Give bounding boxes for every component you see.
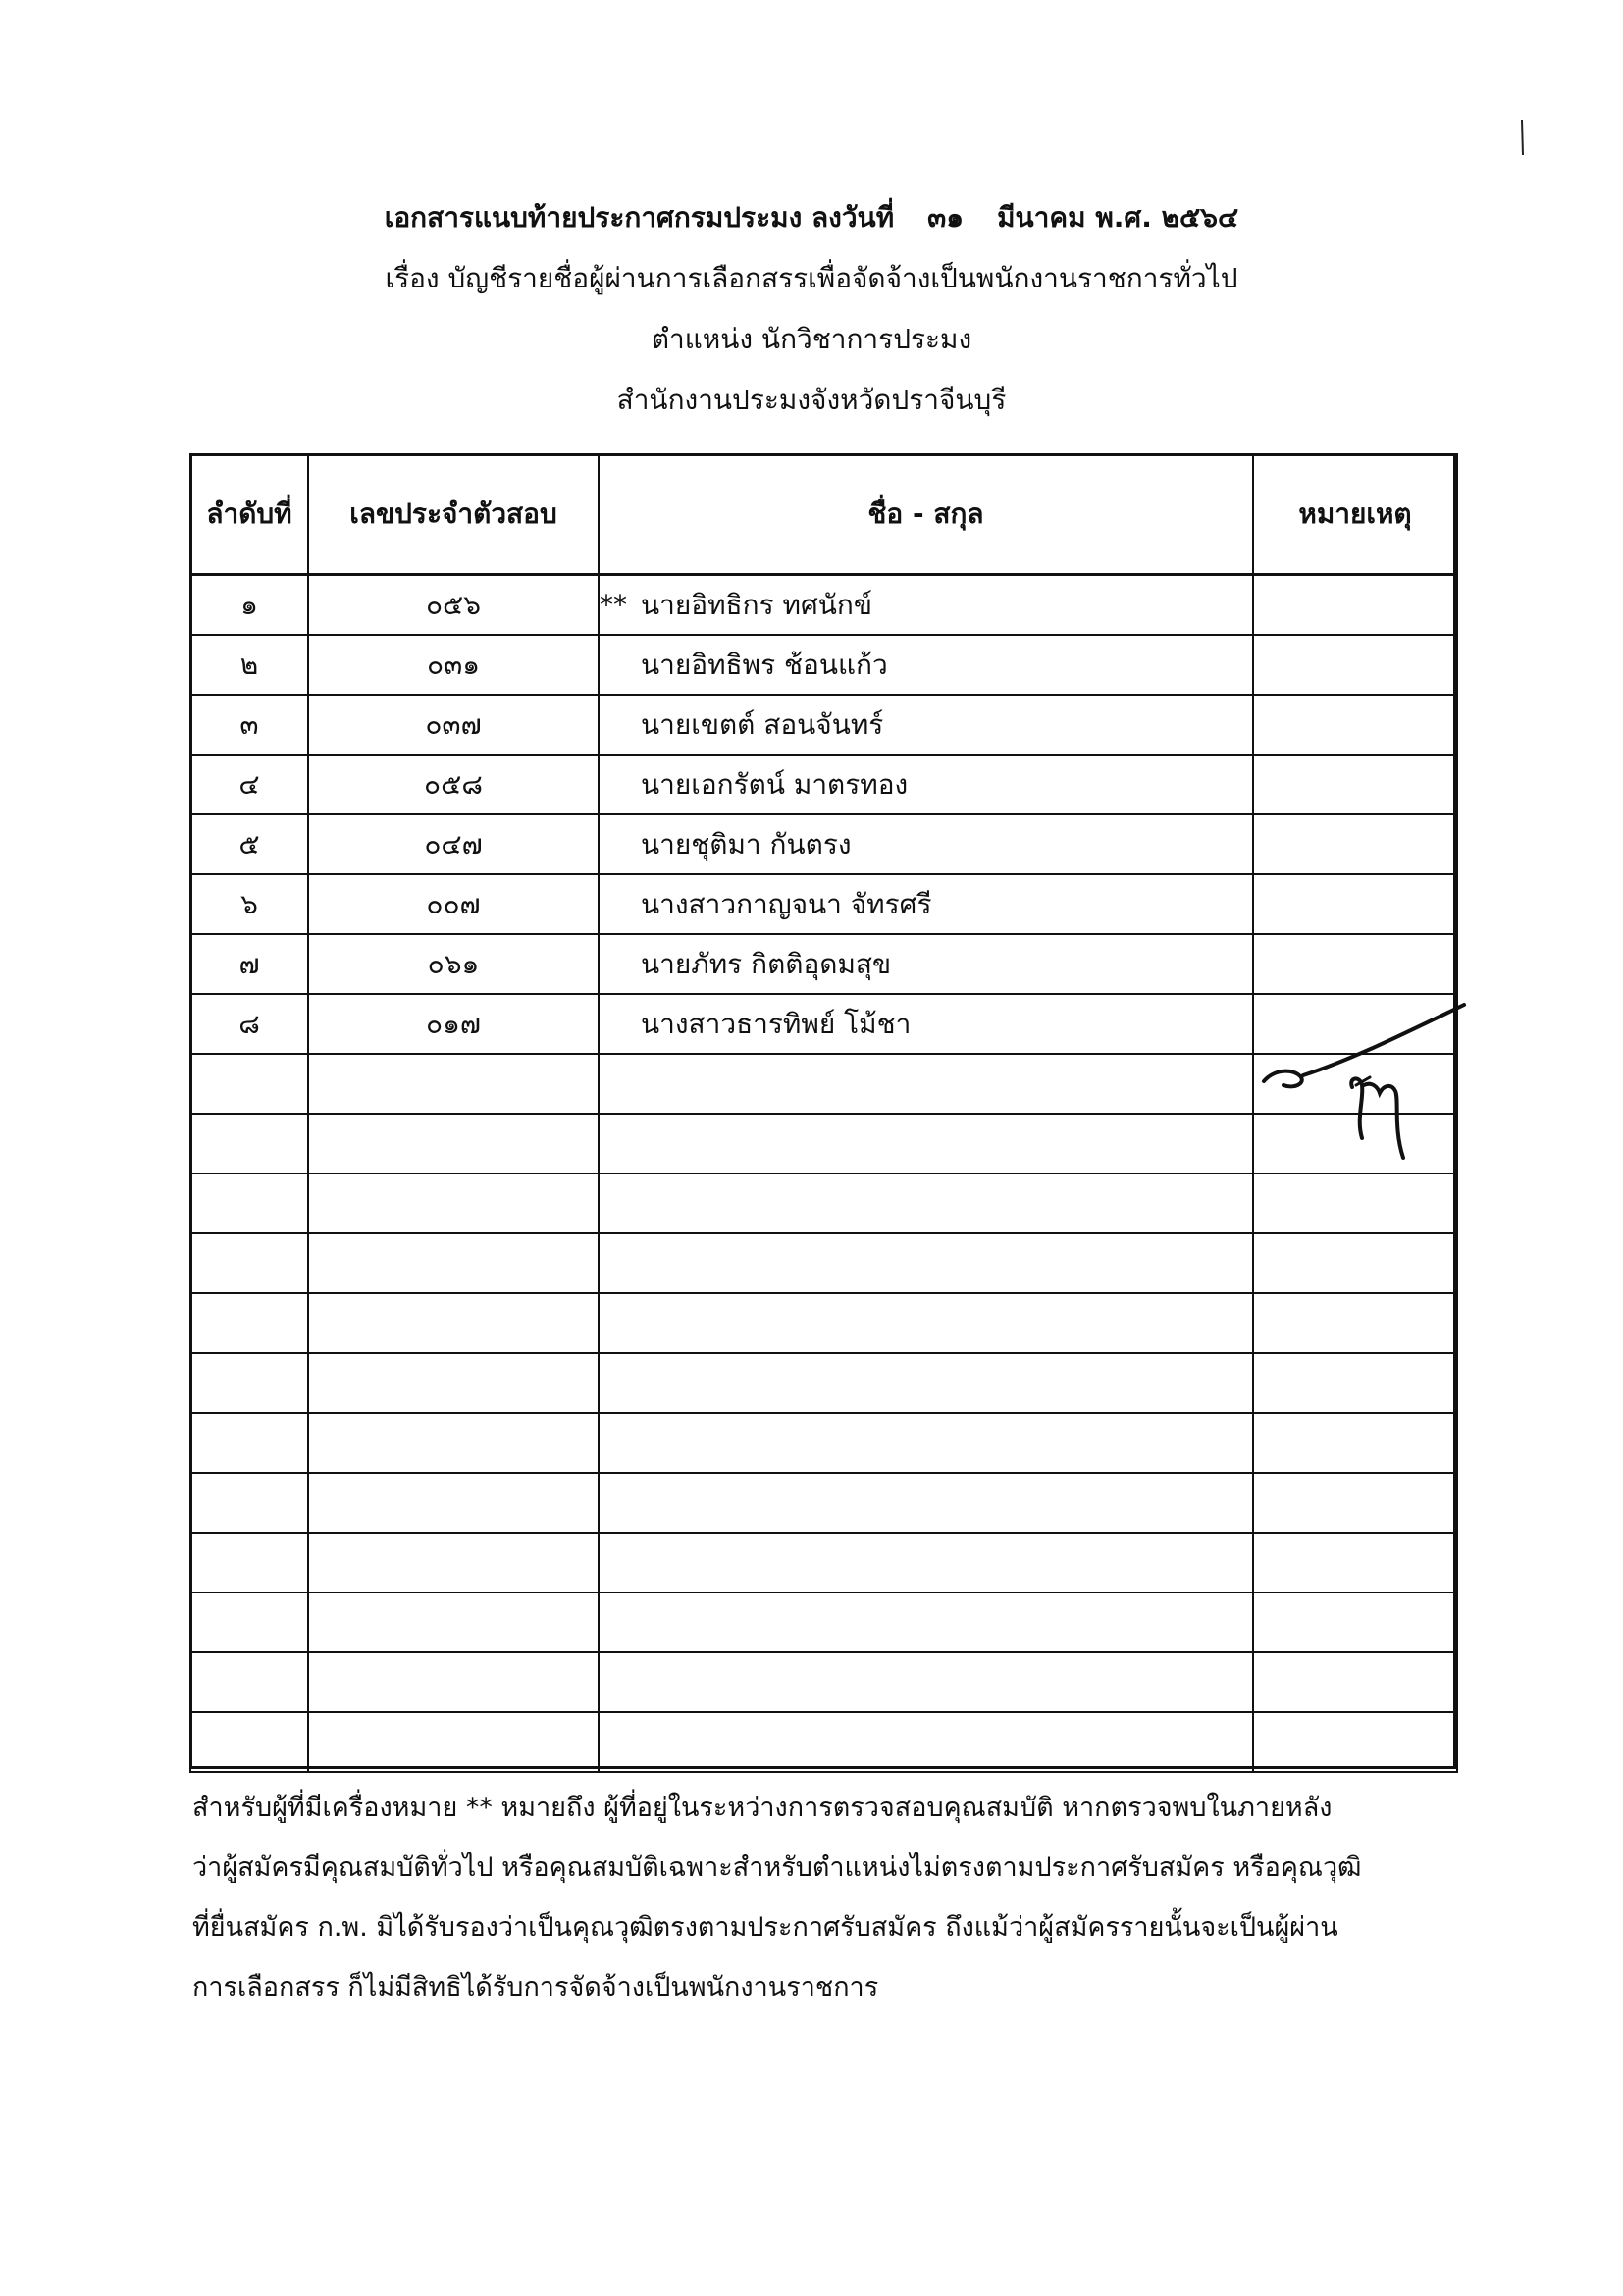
- cell-remark: [1253, 814, 1457, 874]
- candidate-name: นายอิทธิกร ทศนักข์: [641, 588, 872, 621]
- empty-row: [190, 1592, 1457, 1652]
- cell-exam-id: ๐๓๗: [308, 695, 599, 755]
- table-row: [190, 635, 1457, 695]
- col-header-name: ชื่อ - สกุล: [599, 454, 1253, 575]
- col-header-exam-id: เลขประจำตัวสอบ: [308, 454, 599, 575]
- cell-order: ๑: [190, 575, 308, 636]
- cell-exam-id: ๐๕๖: [308, 575, 599, 636]
- empty-cell: [1253, 1592, 1457, 1652]
- candidate-name: นายอิทธิพร ช้อนแก้ว: [641, 648, 888, 681]
- title-day: ๓๑: [927, 201, 965, 234]
- cell-order: ๖: [190, 874, 308, 934]
- cell-remark: [1253, 635, 1457, 695]
- cell-exam-id: ๐๖๑: [308, 934, 599, 994]
- empty-cell: [308, 1592, 599, 1652]
- cell-name: [599, 814, 1253, 874]
- handwritten-signature: [1254, 991, 1470, 1168]
- cell-name: [599, 994, 1253, 1054]
- position-line: ตำแหน่ง นักวิชาการประมง: [651, 323, 972, 355]
- table-header-row: [190, 454, 1457, 575]
- empty-cell: [1253, 1413, 1457, 1473]
- cell-remark: [1253, 755, 1457, 814]
- cell-name: [599, 575, 1253, 636]
- cell-name: [599, 874, 1253, 934]
- empty-cell: [599, 1413, 1253, 1473]
- empty-cell: [190, 1233, 308, 1293]
- cell-remark: [1253, 695, 1457, 755]
- cell-remark: [1253, 874, 1457, 934]
- empty-cell: [308, 1413, 599, 1473]
- cell-name: [599, 695, 1253, 755]
- footnote-line: ว่าผู้สมัครมีคุณสมบัติทั่วไป หรือคุณสมบัติเฉพาะสำหรับตำแหน่งไม่ตรงตามประกาศรับสมัคร หรือคุณวุฒิ: [192, 1852, 1362, 1883]
- empty-cell: [308, 1353, 599, 1413]
- candidate-name: นายเขตต์ สอนจันทร์: [641, 707, 884, 741]
- cell-name: [599, 635, 1253, 695]
- empty-cell: [1253, 1293, 1457, 1353]
- empty-cell: [308, 1233, 599, 1293]
- table-body: [190, 575, 1457, 1773]
- title-prefix: เอกสารแนบท้ายประกาศกรมประมง ลงวันที่: [384, 201, 895, 234]
- margin-pen-mark: [1519, 118, 1525, 157]
- empty-cell: [308, 1652, 599, 1712]
- footnote-line: การเลือกสรร ก็ไม่มีสิทธิได้รับการจัดจ้างเป็นพนักงานราชการ: [192, 1972, 879, 2003]
- table-row: [190, 874, 1457, 934]
- empty-cell: [308, 1712, 599, 1772]
- cell-exam-id: ๐๓๑: [308, 635, 599, 695]
- cell-name: [599, 934, 1253, 994]
- empty-cell: [599, 1533, 1253, 1592]
- candidate-name: นายภัทร กิตติอุดมสุข: [641, 947, 892, 980]
- empty-cell: [308, 1293, 599, 1353]
- empty-cell: [1253, 1353, 1457, 1413]
- empty-cell: [1253, 1233, 1457, 1293]
- empty-cell: [599, 1712, 1253, 1772]
- cell-order: ๔: [190, 755, 308, 814]
- candidate-name: นายเอกรัตน์ มาตรทอง: [641, 767, 909, 801]
- candidate-name: นางสาวธารทิพย์ โม้ชา: [641, 1007, 912, 1040]
- col-header-order: ลำดับที่: [190, 454, 308, 575]
- cell-exam-id: ๐๑๗: [308, 994, 599, 1054]
- empty-cell: [190, 1533, 308, 1592]
- footnote-line: ที่ยื่นสมัคร ก.พ. มิได้รับรองว่าเป็นคุณวุฒิตรงตามประกาศรับสมัคร ถึงแม้ว่าผู้สมัครรายนั้นจะเป็นผู้ผ่าน: [192, 1912, 1338, 1943]
- empty-cell: [1253, 1174, 1457, 1233]
- empty-cell: [308, 1473, 599, 1533]
- empty-cell: [599, 1233, 1253, 1293]
- cell-exam-id: ๐๐๗: [308, 874, 599, 934]
- office-line: สำนักงานประมงจังหวัดปราจีนบุรี: [616, 384, 1007, 416]
- cell-name: [599, 755, 1253, 814]
- empty-row: [190, 1533, 1457, 1592]
- table-row: [190, 814, 1457, 874]
- empty-cell: [190, 1473, 308, 1533]
- pending-mark: **: [600, 588, 627, 621]
- empty-cell: [599, 1592, 1253, 1652]
- cell-remark: [1253, 934, 1457, 994]
- cell-order: ๗: [190, 934, 308, 994]
- cell-order: ๘: [190, 994, 308, 1054]
- empty-cell: [190, 1114, 308, 1174]
- empty-row: [190, 1293, 1457, 1353]
- empty-cell: [190, 1592, 308, 1652]
- empty-row: [190, 1233, 1457, 1293]
- footnote-line: สำหรับผู้ที่มีเครื่องหมาย ** หมายถึง ผู้ที่อยู่ในระหว่างการตรวจสอบคุณสมบัติ หากตรวจพบในภายหลัง: [192, 1793, 1333, 1823]
- empty-cell: [599, 1114, 1253, 1174]
- empty-cell: [1253, 1533, 1457, 1592]
- empty-cell: [308, 1054, 599, 1114]
- cell-order: ๒: [190, 635, 308, 695]
- table-row: [190, 575, 1457, 636]
- subject-line: เรื่อง บัญชีรายชื่อผู้ผ่านการเลือกสรรเพื่อจัดจ้างเป็นพนักงานราชการทั่วไป: [385, 262, 1238, 294]
- cell-remark: [1253, 575, 1457, 636]
- empty-cell: [1253, 1473, 1457, 1533]
- empty-cell: [599, 1054, 1253, 1114]
- cell-exam-id: ๐๕๘: [308, 755, 599, 814]
- empty-cell: [190, 1353, 308, 1413]
- empty-cell: [308, 1174, 599, 1233]
- document-title: [0, 196, 1623, 239]
- col-header-remark: หมายเหตุ: [1253, 454, 1457, 575]
- empty-cell: [599, 1293, 1253, 1353]
- cell-exam-id: ๐๔๗: [308, 814, 599, 874]
- footnote: [192, 1778, 1429, 2017]
- empty-cell: [1253, 1652, 1457, 1712]
- candidate-name: นายชุติมา กันตรง: [641, 827, 852, 861]
- candidate-name: นางสาวกาญจนา จัทรศรี: [641, 887, 932, 920]
- table-row: [190, 934, 1457, 994]
- empty-row: [190, 1353, 1457, 1413]
- empty-cell: [599, 1353, 1253, 1413]
- empty-cell: [599, 1652, 1253, 1712]
- table-row: [190, 695, 1457, 755]
- empty-row: [190, 1712, 1457, 1772]
- empty-row: [190, 1174, 1457, 1233]
- empty-cell: [190, 1293, 308, 1353]
- cell-order: ๓: [190, 695, 308, 755]
- empty-cell: [190, 1712, 308, 1772]
- empty-cell: [599, 1174, 1253, 1233]
- empty-cell: [190, 1054, 308, 1114]
- empty-row: [190, 1413, 1457, 1473]
- empty-cell: [190, 1174, 308, 1233]
- empty-cell: [190, 1413, 308, 1473]
- empty-cell: [190, 1652, 308, 1712]
- empty-cell: [599, 1473, 1253, 1533]
- cell-order: ๕: [190, 814, 308, 874]
- empty-cell: [1253, 1712, 1457, 1772]
- empty-cell: [308, 1114, 599, 1174]
- empty-cell: [308, 1533, 599, 1592]
- empty-row: [190, 1652, 1457, 1712]
- table-row: [190, 755, 1457, 814]
- title-month-year: มีนาคม พ.ศ. ๒๕๖๔: [997, 201, 1239, 234]
- empty-row: [190, 1473, 1457, 1533]
